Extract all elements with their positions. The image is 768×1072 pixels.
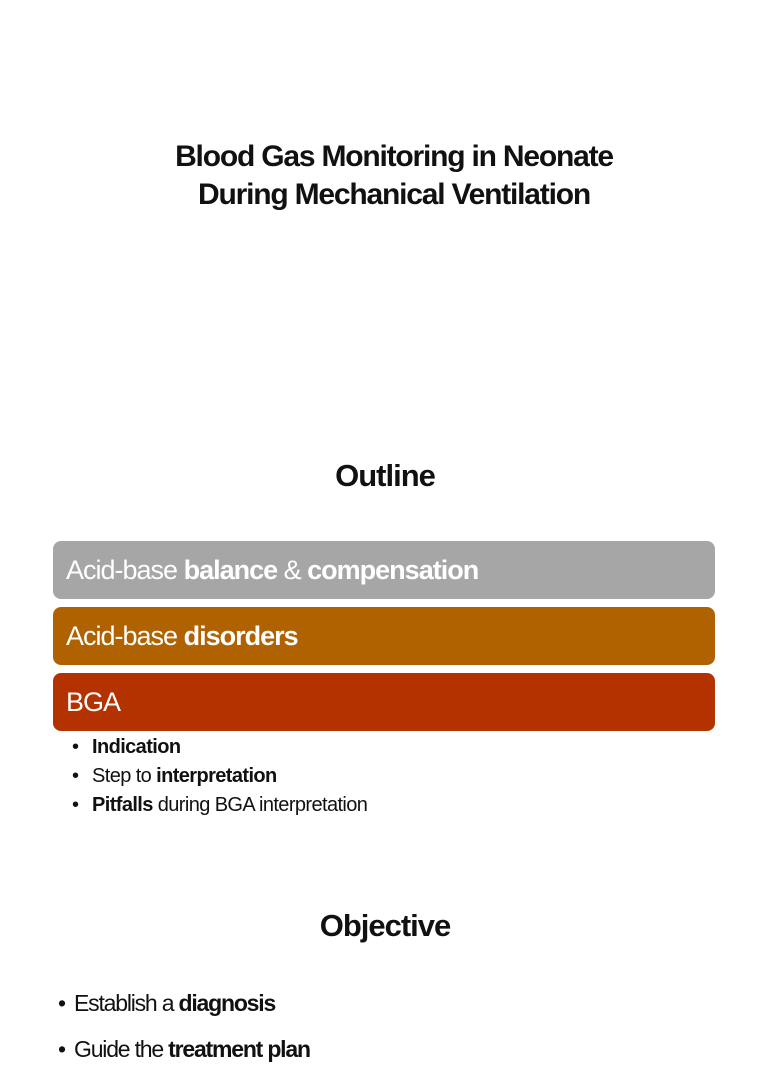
bar-bold-text: disorders bbox=[183, 621, 298, 651]
list-item-bold: Pitfalls bbox=[92, 794, 153, 816]
outline-bar-acid-base-balance bbox=[53, 541, 715, 599]
bar-text: Acid-base bbox=[66, 555, 184, 585]
list-item bbox=[72, 733, 367, 762]
objective-list bbox=[58, 980, 310, 1072]
bar-text: Acid-base bbox=[66, 621, 184, 651]
list-item-text: Guide the bbox=[74, 1036, 169, 1062]
bar-bold-text: compensation bbox=[307, 555, 479, 585]
bullet-icon: • bbox=[72, 794, 79, 816]
list-item-bold: diagnosis bbox=[178, 990, 276, 1016]
list-item-bold: Indication bbox=[92, 736, 181, 758]
outline-bar-acid-base-disorders bbox=[53, 607, 715, 665]
bar-bold-text: balance bbox=[183, 555, 278, 585]
list-item bbox=[58, 1026, 310, 1072]
list-item-bold: treatment plan bbox=[168, 1036, 310, 1062]
bar-text: & bbox=[277, 555, 308, 585]
bar-text: BGA bbox=[66, 687, 121, 717]
list-item-text: Establish a bbox=[74, 990, 179, 1016]
slide-title bbox=[0, 138, 768, 214]
bullet-icon: • bbox=[72, 736, 79, 758]
bullet-icon: • bbox=[58, 990, 65, 1016]
bullet-icon: • bbox=[72, 765, 79, 787]
list-item-text: during BGA interpretation bbox=[152, 794, 368, 816]
list-item-bold: interpretation bbox=[156, 765, 277, 787]
objective-heading: Objective bbox=[319, 908, 451, 943]
slide-title-line-1: Blood Gas Monitoring in Neonate bbox=[175, 140, 613, 173]
bga-sub-list bbox=[72, 733, 367, 820]
bullet-icon: • bbox=[58, 1036, 65, 1062]
list-item-text: Step to bbox=[92, 765, 157, 787]
list-item bbox=[58, 980, 310, 1026]
outline-heading: Outline bbox=[335, 458, 435, 493]
slide-title-line-2: During Mechanical Ventilation bbox=[198, 178, 590, 211]
list-item bbox=[72, 762, 367, 791]
outline-bar-bga bbox=[53, 673, 715, 731]
list-item bbox=[72, 791, 367, 820]
